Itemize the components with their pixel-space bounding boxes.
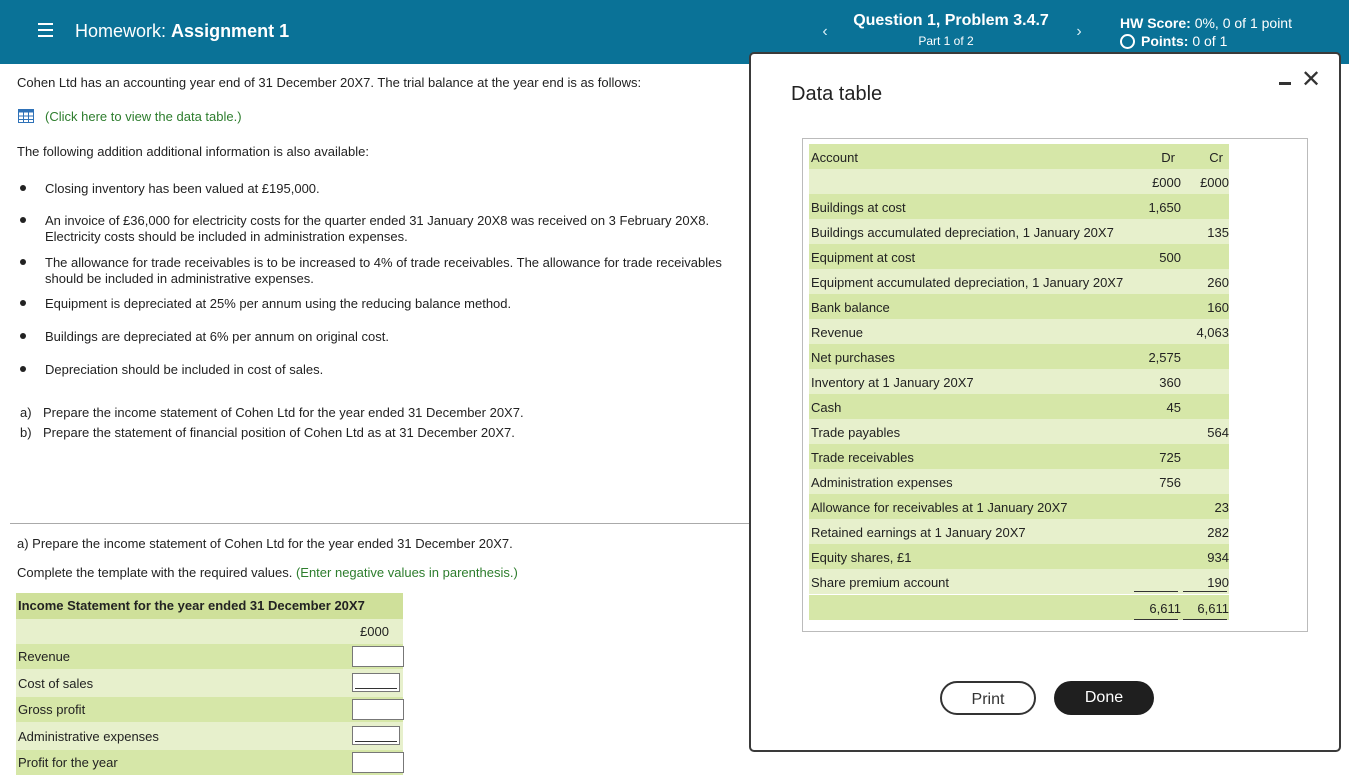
profit-for-year-input[interactable] <box>352 752 404 773</box>
account-cell: Share premium account <box>811 575 950 590</box>
cr-cell: 4,063 <box>1196 325 1229 340</box>
dr-cell: 2,575 <box>1148 350 1181 365</box>
info-bullet: An invoice of £36,000 for electricity costs for the quarter ended 31 January 20X8 was received on 3 February 20X8. Electricity costs should be included in administration expenses. <box>45 213 710 244</box>
account-cell: Revenue <box>811 325 864 340</box>
dr-double-line <box>1134 619 1178 620</box>
account-cell: Allowance for receivables at 1 January 20X7 <box>811 500 1068 515</box>
cr-cell: 190 <box>1207 575 1229 590</box>
data-table-dialog <box>749 52 1341 752</box>
table-header-row <box>809 144 1229 169</box>
table-row <box>809 244 1229 269</box>
info-bullet: Closing inventory has been valued at £195,000. <box>45 181 320 196</box>
account-cell: Trade payables <box>811 425 901 440</box>
gross-profit-input[interactable] <box>352 699 404 720</box>
cr-total-line <box>1183 591 1227 592</box>
table-row <box>809 319 1229 344</box>
revenue-input[interactable] <box>352 646 404 667</box>
task-b-text: Prepare the statement of financial position of Cohen Ltd as at 31 December 20X7. <box>43 425 515 440</box>
bullet-dot <box>20 217 26 223</box>
cr-cell: 260 <box>1207 275 1229 290</box>
row-label: Profit for the year <box>18 755 118 770</box>
account-cell: Equipment at cost <box>811 250 916 265</box>
data-table-link[interactable]: (Click here to view the data table.) <box>45 109 242 124</box>
cost-of-sales-input[interactable] <box>352 673 400 692</box>
question-title: Question 1, Problem 3.4.7 <box>853 12 1049 29</box>
totals-row <box>809 595 1229 620</box>
account-cell: Equity shares, £1 <box>811 550 912 565</box>
task-a-label: a) <box>20 405 32 420</box>
dr-cell: 1,650 <box>1148 200 1181 215</box>
instruction-text: Complete the template with the required values. <box>17 565 293 580</box>
table-row <box>809 394 1229 419</box>
account-cell: Trade receivables <box>811 450 914 465</box>
table-row <box>809 519 1229 544</box>
dialog-title: Data table <box>791 83 883 105</box>
table-row <box>16 750 403 775</box>
table-row <box>809 344 1229 369</box>
cr-cell: 160 <box>1207 300 1229 315</box>
table-row <box>809 419 1229 444</box>
task-b-label: b) <box>20 425 32 440</box>
table-row <box>809 194 1229 219</box>
instruction-hint: (Enter negative values in parenthesis.) <box>295 565 518 580</box>
info-bullet: Buildings are depreciated at 6% per annum on original cost. <box>45 329 389 344</box>
account-cell: Inventory at 1 January 20X7 <box>811 375 974 390</box>
cr-cell: 564 <box>1207 425 1229 440</box>
hw-score <box>1120 15 1292 31</box>
unit-row <box>16 619 403 644</box>
total-cr: 6,611 <box>1197 601 1229 616</box>
table-icon[interactable] <box>18 109 34 123</box>
table-row <box>809 369 1229 394</box>
income-statement-title: Income Statement for the year ended 31 December 20X7 <box>16 593 403 619</box>
dr-total-line <box>1134 591 1178 592</box>
done-button[interactable]: Done <box>1054 681 1154 715</box>
account-cell: Administration expenses <box>811 475 953 490</box>
table-row <box>809 544 1229 569</box>
problem-intro: Cohen Ltd has an accounting year end of 31 December 20X7. The trial balance at the year end is as follows: <box>17 75 642 90</box>
hw-score-value: 0%, 0 of 1 point <box>1194 15 1292 31</box>
info-bullet: Depreciation should be included in cost of sales. <box>45 362 324 377</box>
account-cell: Retained earnings at 1 January 20X7 <box>811 525 1026 540</box>
homework-title <box>75 21 289 42</box>
table-row <box>809 219 1229 244</box>
unit-label: £000 <box>360 624 389 639</box>
table-row <box>809 494 1229 519</box>
cr-cell: 282 <box>1207 525 1229 540</box>
info-bullet: The allowance for trade receivables is to be increased to 4% of trade receivables. The allowance for trade receivables should be included in administrative expenses. <box>45 255 722 286</box>
dr-cell: 45 <box>1166 400 1181 415</box>
row-label: Revenue <box>18 649 71 664</box>
account-cell: Cash <box>811 400 842 415</box>
minimize-icon[interactable] <box>1279 82 1291 85</box>
unit-row <box>809 169 1229 194</box>
close-icon[interactable]: ✕ <box>1301 66 1322 93</box>
account-cell: Buildings at cost <box>811 200 906 215</box>
question-part: Part 1 of 2 <box>918 34 974 48</box>
cr-cell: 23 <box>1214 500 1229 515</box>
bullet-dot <box>20 259 26 265</box>
table-row <box>809 294 1229 319</box>
cr-cell: 135 <box>1207 225 1229 240</box>
total-dr: 6,611 <box>1149 601 1181 616</box>
homework-label: Homework: <box>75 21 167 41</box>
bullet-dot <box>20 366 26 372</box>
hw-score-label: HW Score: <box>1120 15 1191 31</box>
points <box>1120 33 1227 49</box>
points-value: 0 of 1 <box>1192 33 1228 49</box>
table-row <box>16 644 403 669</box>
points-label: Points: <box>1141 33 1189 49</box>
additional-info-text: The following addition additional information is also available: <box>17 144 369 159</box>
row-label: Cost of sales <box>18 676 94 691</box>
account-cell: Buildings accumulated depreciation, 1 January 20X7 <box>811 225 1114 240</box>
income-statement-table <box>16 593 403 775</box>
dr-cell: 360 <box>1159 375 1181 390</box>
cr-double-line <box>1183 619 1227 620</box>
print-button[interactable]: Print <box>940 681 1036 715</box>
row-label: Gross profit <box>18 702 86 717</box>
table-row <box>16 722 403 750</box>
bullet-dot <box>20 300 26 306</box>
section-divider <box>10 523 750 524</box>
task-a-text: Prepare the income statement of Cohen Ltd for the year ended 31 December 20X7. <box>43 405 524 420</box>
table-row <box>16 697 403 722</box>
account-cell: Bank balance <box>811 300 890 315</box>
bullet-dot <box>20 333 26 339</box>
previous-question-button[interactable]: ‹ <box>822 23 828 40</box>
table-row <box>809 269 1229 294</box>
dr-cell: 725 <box>1159 450 1181 465</box>
cr-header: Cr <box>1209 150 1223 165</box>
row-label: Administrative expenses <box>18 729 159 744</box>
account-cell: Equipment accumulated depreciation, 1 January 20X7 <box>811 275 1124 290</box>
dr-unit: £000 <box>1152 175 1181 190</box>
dr-header: Dr <box>1161 150 1175 165</box>
table-row <box>16 669 403 697</box>
dr-cell: 500 <box>1159 250 1181 265</box>
info-bullet: Equipment is depreciated at 25% per annum using the reducing balance method. <box>45 296 512 311</box>
menu-icon[interactable] <box>38 23 54 37</box>
table-row <box>809 469 1229 494</box>
assignment-name: Assignment 1 <box>171 21 290 41</box>
cr-cell: 934 <box>1207 550 1229 565</box>
trial-balance-table <box>802 138 1308 632</box>
administrative-expenses-input[interactable] <box>352 726 400 745</box>
account-header: Account <box>811 150 858 165</box>
table-row <box>809 444 1229 469</box>
part-a-instruction <box>17 565 518 580</box>
part-a-heading: a) Prepare the income statement of Cohen Ltd for the year ended 31 December 20X7. <box>17 536 513 551</box>
account-cell: Net purchases <box>811 350 895 365</box>
next-question-button[interactable]: › <box>1076 23 1082 40</box>
cr-unit: £000 <box>1200 175 1229 190</box>
dr-cell: 756 <box>1159 475 1181 490</box>
bullet-dot <box>20 185 26 191</box>
points-circle-icon <box>1120 34 1135 49</box>
